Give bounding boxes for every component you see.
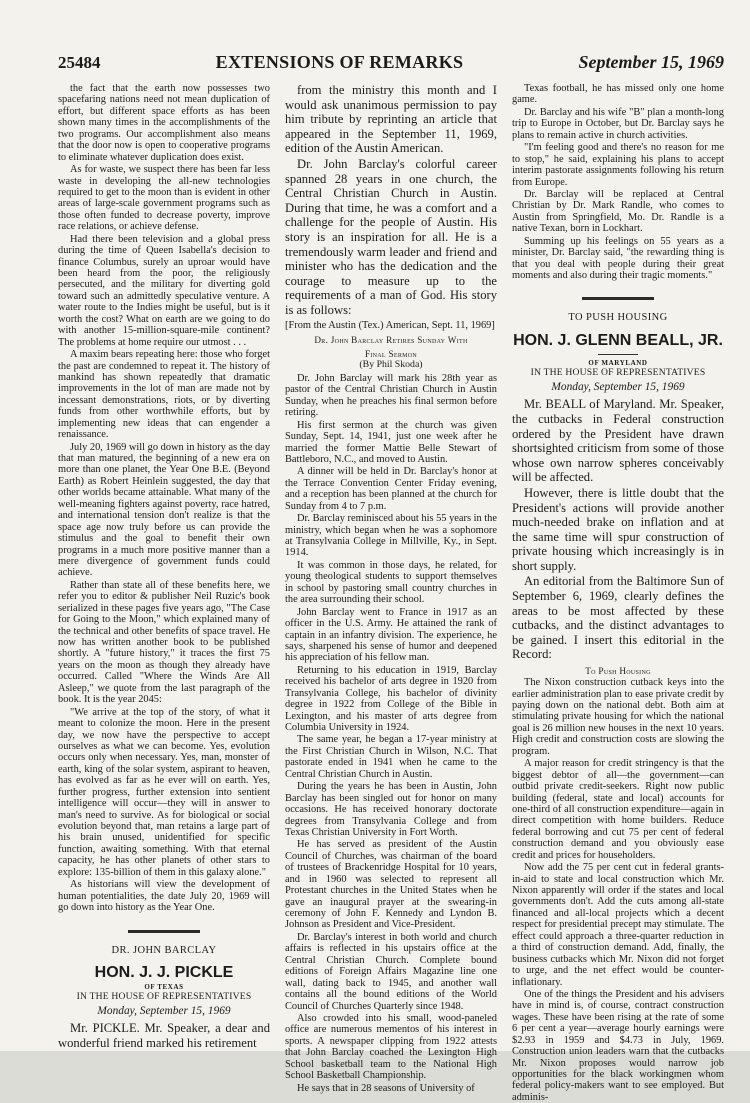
paragraph: He has served as president of the Austin Council of Churches, was chairman of the board of trustees of Brackenridge Hospital for 10 years, and in 1960 was selected to represent all Protestant churches in the United States when he gave an inaugural prayer at the swearing-in ceremony of John F. Kennedy and Lyndon B. Johnson as President and Vice-President. <box>285 839 497 931</box>
paragraph: As for waste, we suspect there has been far less waste in developing the all-new technologies required to get to the moon than is evident in other areas of large-scale government programs such as those often funded to decrease poverty, improve race relations, or achieve defense. <box>58 164 270 233</box>
page-header <box>58 52 724 82</box>
paragraph: Mr. BEALL of Maryland. Mr. Speaker, the cutbacks in Federal construction ordered by the President have drawn shortsighted criticism from some of those whose own narrow spheres conceivably will be affected. <box>512 397 724 485</box>
speech-date: Monday, September 15, 1969 <box>97 1004 231 1017</box>
paragraph: Dr. Barclay will be replaced at Central Christian by Dr. Mark Randle, who comes to Austin from Springfield, Mo. Dr. Randle is a native Texan, born in Lockhart. <box>512 188 724 235</box>
paragraph: Texas football, he has missed only one home game. <box>512 83 724 106</box>
speaker-name: HON. J. J. PICKLE <box>94 964 234 982</box>
column-middle <box>285 83 497 1094</box>
paragraph: Mr. PICKLE. Mr. Speaker, a dear and wonderful friend marked his retirement <box>58 1021 270 1051</box>
paragraph: Had there been television and a global press during the time of Queen Isabella's decision to finance Columbus, surely an uproar would have been heard from the poor, the religiously persecuted, and the military for diverting gold toward such an admittedly speculative venture. A water route to the Indies might be useful, but is it worth the cost? What on earth are we going to do with another 15-million-square-mile continent? The problems at home require our utmost . . . <box>58 233 270 348</box>
paragraph: Returning to his education in 1919, Barclay received his bachelor of arts degree in 1920 from Transylvania College, his bachelor of divinity degree in 1922 from College of the Bible in Lexington, and his master of arts degree from Columbia University in 1924. <box>285 664 497 734</box>
page-number: 25484 <box>58 53 101 72</box>
paragraph: Dr. Barclay's interest in both world and church affairs is reflected in his upstairs office at the Central Christian Church. Complete bound editions of Foreign Affairs Magazine line one wall, dating back to 1945, and another wall contains all the bound editions of the World Council of Churches Quarterly since 1948. <box>285 931 497 1012</box>
paragraph: from the ministry this month and I would ask unanimous permission to pay him tribute by reprinting an article that appeared in the September 11, 1969, edition of the Austin American. <box>285 83 497 156</box>
paragraph: the fact that the earth now possesses two spacefaring nations need not mean duplication of effort, but different space efforts as has been shown many times in the accomplishments of the two programs. Our accomplishment also means that the door now is open to cooperative programs to eliminate whatever duplication does exist. <box>58 83 270 163</box>
quotation: "We arrive at the top of the story, of what it meant to colonize the moon. Here in the present day, we now have the perspective to accept ourselves as what we can become. Yes, evolution occurs only when necessary. Yes, man, monster of earth, king of the solar system, aspirant to heaven, has evolved as far as he ever will on earth. Yes, further progress, further extension into sentient intelligence will occur—they will in answer to man's need to survive. As for biological or social evolution beyond that, man retains a large part of his brain unused, unidentified for specific function, awaiting something. With that eternal capacity, he has other planets of other stars to explore: 135-billion of them in this galaxy alone." <box>58 706 270 878</box>
article-title: To Push Housing <box>585 666 651 677</box>
paragraph: One of the things the President and his advisers have in mind is, of course, contract construction wages. These have been rising at the rate of some 6 per cent a year—average hourly earnings were $2.93 in 1959 and $4.73 in July, 1969. Construction union leaders warn that the cutbacks Mr. Nixon proposes would narrow job opportunities for the black workingmen whom federal policy-makers want to see employed. But adminis- <box>512 988 724 1103</box>
paragraph: Summing up his feelings on 55 years as a minister, Dr. Barclay said, "the rewarding thing is that you deal with people during their great moments and also during their tragic moments." <box>512 235 724 281</box>
speaker-name: HON. J. GLENN BEALL, JR. <box>513 331 723 349</box>
paragraph: Rather than state all of these benefits here, we refer you to editor & publisher Neil Ruzic's book serialized in these pages five years ago, "The Case for Going to the Moon," which explained many of the technical and other benefits of space travel. He now has written another book to be published shortly. A "future history," it traces the first 75 years on the moon as though they already have occurred. Called "Where the Winds Are All Asleep," we quote from the last paragraph of the book. It is the year 2045: <box>58 579 270 706</box>
article-title: Dr. John Barclay Retires Sunday With <box>314 334 468 345</box>
paragraph: It was common in those days, he related, for young theological students to support themselves in school by pastoring small country churches in the area surrounding their school. <box>285 559 497 606</box>
article-title-line2: Final Sermon <box>364 349 418 360</box>
paragraph: A maxim bears repeating here: those who forget the past are condemned to repeat it. The history of mankind has shown repeatedly that dramatic improvements in the lot of man are made not by incessant demonstrations, riots, or by diverting funds from other worthwhile efforts, but by implementing new ideas that can engender a renaissance. <box>58 349 270 441</box>
section-title: TO PUSH HOUSING <box>568 312 668 324</box>
chamber-name: IN THE HOUSE OF REPRESENTATIVES <box>530 367 706 379</box>
paragraph: Dr. Barclay and his wife "B" plan a month-long trip to Europe in October, but Dr. Barclay says he plans to remain active in church activities. <box>512 106 724 141</box>
paragraph: A dinner will be held in Dr. Barclay's honor at the Terrace Convention Center Friday evening, and a reception has been planned at the church for Sunday from 4 to 7 p.m. <box>285 466 497 512</box>
column-right <box>512 83 724 1103</box>
paragraph: "I'm feeling good and there's no reason for me to stop," he said, explaining his plans to accept interim pastorate assignments following his return from Europe. <box>512 142 724 188</box>
paragraph: He says that in 28 seasons of University of <box>297 1082 475 1094</box>
paragraph: During the years he has been in Austin, John Barclay has been singled out for honor on many occasions. He has received honorary doctorate degrees from Transylvania College and from Texas Christian University in Fort Worth. <box>285 781 497 838</box>
speaker-state: OF TEXAS <box>144 982 184 991</box>
paragraph: The Nixon construction cutback keys into the earlier administration plan to ease private credit by paying down on the national debt. Both aim at stimulating private housing for which the national goal is 26 million new houses in the next 10 years. High credit and construction costs are slowing the program. <box>512 677 724 757</box>
paragraph: A major reason for credit stringency is that the biggest debtor of all—the government—can outbid private credit-seekers. Right now public building (federal, state and local) accounts for one-third of all construction expenditure—again in direct competition with home builders. Reduce federal borrowing and cut 75 per cent of federal construction demand and you obviously ease credit and prices for householders. <box>512 758 724 861</box>
paragraph: July 20, 1969 will go down in history as the day that man matured, the beginning of a new era on more than one planet, the Year One B.E. (Beyond Earth) as Robert Heinlein suggested, the day that other worlds became attainable. What many of the well-meaning fighters against poverty, race hatred, and international tension don't realize is that the space age now truly before us can provide the stimulus and the goal to benefit their own programs in a much more positive manner than a mere divergence of government funds could achieve. <box>58 441 271 579</box>
publication-title: EXTENSIONS OF REMARKS <box>215 52 464 72</box>
article-source: [From the Austin (Tex.) American, Sept. 11, 1969] <box>285 319 495 331</box>
paragraph: An editorial from the Baltimore Sun of September 6, 1969, clearly defines the areas to be most affected by these cutbacks, and the distinct advantages to be gained. I insert this editorial in the Record: <box>512 574 724 662</box>
article-byline: (By Phil Skoda) <box>359 359 423 371</box>
text-columns <box>58 83 724 1103</box>
section-divider <box>128 930 200 933</box>
paragraph: Dr. Barclay reminisced about his 55 years in the ministry, which began when he was a sophomore at Transylvania College in Millville, Ky., in Sept. 1914. <box>285 513 497 559</box>
paragraph: Dr. John Barclay will mark his 28th year as pastor of the Central Christian Church in Austin Sunday, when he preaches his final sermon before retiring. <box>285 372 497 419</box>
paragraph: John Barclay went to France in 1917 as an officer in the U.S. Army. He attained the rank of captain in an infantry division. The experience, he says, sharpened his sense of humor and deepened his appreciation of his fellow man. <box>285 606 497 664</box>
paragraph: Also crowded into his small, wood-paneled office are numerous mementos of his interest in sports. A newspaper clipping from 1922 attests that John Barclay coached the Lexington High School basketball team to the National High School Basketball Championship. <box>285 1012 497 1082</box>
section-divider <box>582 297 654 300</box>
paragraph: Dr. John Barclay's colorful career spanned 28 years in one church, the Central Christian Church in Austin. During that time, he was a comfort and a challenge for the people of Austin. His story is an inspiration for all. He is a tremendously warm leader and friend and minister who has the dedication and the courage to measure up to the requirements of a man of God. His story is as follows: <box>285 156 497 317</box>
paragraph: His first sermon at the church was given Sunday, Sept. 14, 1941, just one week after he married the former Mattie Belle Stewart of Battleboro, N.C., and moved to Austin. <box>285 419 497 465</box>
section-title: DR. JOHN BARCLAY <box>111 944 217 956</box>
paragraph: However, there is little doubt that the President's actions will provide another much-needed brake on inflation and at the same time will spur construction of private housing which increasingly is in short supply. <box>512 485 724 573</box>
speaker-state: OF MARYLAND <box>588 358 648 367</box>
rule-divider <box>598 354 638 355</box>
paragraph: The same year, he began a 17-year ministry at the First Christian Church in Wilson, N.C. That pastorate ended in 1941 when he came to the Central Christian Church in Austin. <box>285 734 497 780</box>
column-left <box>58 83 271 1051</box>
chamber-name: IN THE HOUSE OF REPRESENTATIVES <box>76 991 252 1003</box>
speech-date: Monday, September 15, 1969 <box>551 380 685 393</box>
paragraph: As historians will view the development of human potentialities, the date July 20, 1969 will go down into history as the Year One. <box>58 879 270 914</box>
paragraph: Now add the 75 per cent cut in federal grants-in-aid to state and local construction which Mr. Nixon apparently will order if the states and local governments don't. Add the cuts among all-state financed and all-local projects which a decent respect for presidential precept may stimulate. The effect could approach a three-quarter reduction in a third of construction demand. Add, finally, the business cutbacks which Mr. Nixon did not forget to urge, and the net effect would be counter-inflationary. <box>512 862 724 988</box>
page-date: September 15, 1969 <box>578 52 724 72</box>
